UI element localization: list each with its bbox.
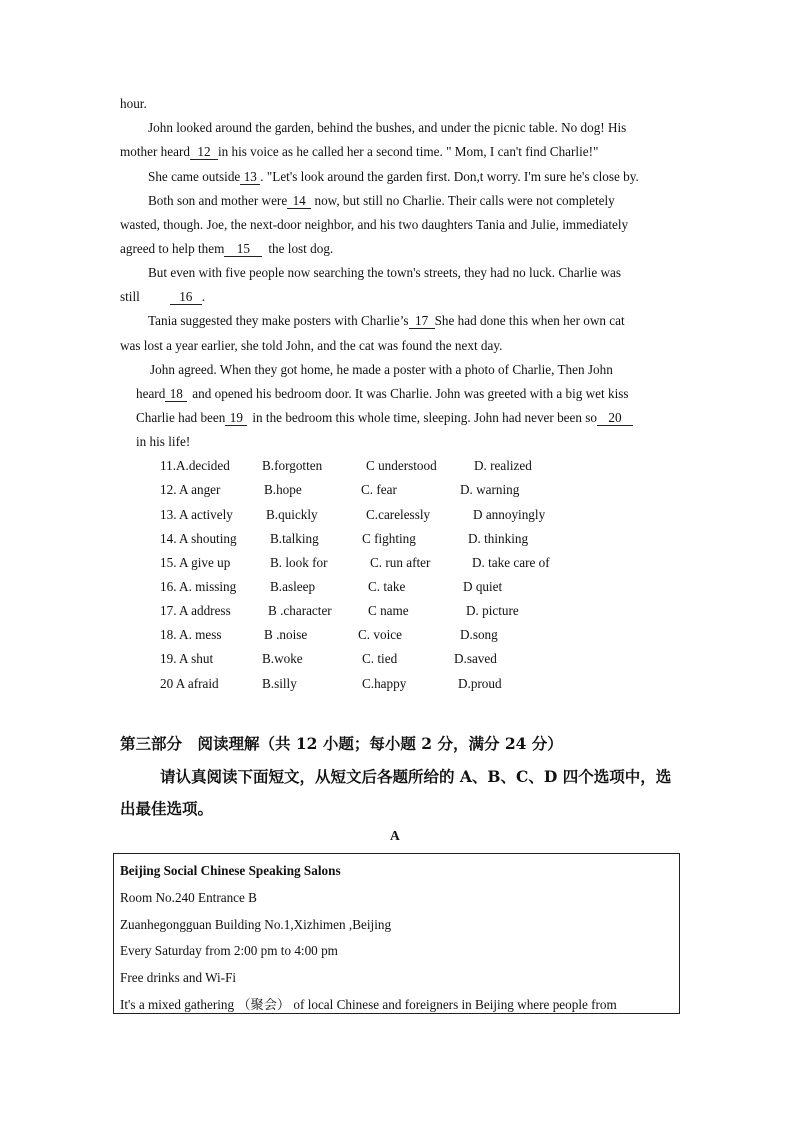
blank-12: 12 [190,145,218,160]
text: in his voice as he called her a second time. " Mom, I can't find Charlie!" [217,144,599,159]
option-d: D. realized [474,458,532,473]
option-c: C. run after [370,555,431,570]
option-c: C. voice [358,627,402,642]
blank-18: 18 [165,387,187,402]
text: Charlie had been [136,410,226,425]
blank-14: 14 [287,194,311,209]
text: agreed to help them [120,241,225,256]
ad-box [113,853,680,1014]
option-a: 17. A address [160,603,231,618]
option-c: C.carelessly [366,507,431,522]
option-d: D annoyingly [473,507,546,522]
option-d: D.song [460,627,498,642]
text: Both son and mother were [148,193,288,208]
blank-15: 15 [224,242,262,257]
passage-line-6: wasted, though. Joe, the next-door neighbor, and his two daughters Tania and Julie, immediately [120,217,629,232]
ad-description: It's a mixed gathering （聚会） of local Chinese and foreigners in Beijing where people from [120,997,617,1012]
option-a: 14. A shouting [160,531,237,546]
text: . "Let's look around the garden first. Don,t worry. I'm sure he's close by. [260,169,639,184]
text: She came outside [148,169,241,184]
option-c: C understood [366,458,437,473]
option-c: C. fear [361,482,397,497]
passage-line-1: hour. [120,96,147,111]
option-b: B. look for [270,555,328,570]
option-d: D quiet [463,579,503,594]
passage-line-2: John looked around the garden, behind the bushes, and under the picnic table. No dog! His [148,120,627,135]
option-d: D. warning [460,482,520,497]
option-d: D. picture [466,603,519,618]
option-c: C name [368,603,409,618]
option-a: 18. A. mess [160,627,222,642]
blank-19: 19 [225,411,247,426]
option-c: C. tied [362,651,398,666]
option-a: 15. A give up [160,555,231,570]
option-a: 12. A anger [160,482,221,497]
passage-line-5 [148,192,615,210]
section-instruction-line-1: 请认真阅读下面短文，从短文后各题所给的 A、B、C、D 四个选项中，选 [160,767,672,786]
text: now, but still no Charlie. Their calls were not completely [311,193,615,208]
passage-line-8: But even with five people now searching the town's streets, they had no luck. Charlie was [148,265,621,280]
text: in the bedroom this whole time, sleeping. John had never been so [252,410,597,425]
option-c: C. take [368,579,406,594]
text: She had done this when her own cat [434,313,625,328]
option-d: D.proud [458,676,502,691]
passage-line-11: was lost a year earlier, she told John, and the cat was found the next day. [120,338,503,353]
passage-line-14 [136,409,633,427]
section-title: 第三部分 阅读理解（共 12 小题；每小题 2 分，满分 24 分） [120,734,563,753]
text: heard [136,386,166,401]
blank-17: 17 [409,314,435,329]
option-a: 13. A actively [160,507,233,522]
ad-amenities: Free drinks and Wi-Fi [120,970,237,985]
option-a: 20 A afraid [160,676,219,691]
passage-line-10 [148,312,625,330]
option-b: B.asleep [270,579,316,594]
ad-time: Every Saturday from 2:00 pm to 4:00 pm [120,943,338,958]
section-instruction-line-2: 出最佳选项。 [120,799,214,818]
passage-line-4 [148,168,639,186]
option-c: C fighting [362,531,416,546]
option-c: C.happy [362,676,407,691]
ad-title: Beijing Social Chinese Speaking Salons [120,863,341,878]
ad-address: Zuanhegongguan Building No.1,Xizhimen ,Beijing [120,917,392,932]
option-a: 19. A shut [160,651,214,666]
passage-line-9 [120,288,205,306]
option-b: B.quickly [266,507,318,522]
blank-16: 16 [170,290,202,305]
option-d: D. thinking [468,531,529,546]
text: and opened his bedroom door. It was Charlie. John was greeted with a big wet kiss [192,386,629,401]
passage-line-12: John agreed. When they got home, he made a poster with a photo of Charlie, Then John [150,362,613,377]
passage-line-15: in his life! [136,434,191,449]
option-d: D.saved [454,651,497,666]
text: . [201,289,206,304]
text: still [120,289,140,304]
blank-20: 20 [597,411,633,426]
option-b: B .noise [264,627,308,642]
option-a: 11.A.decided [160,458,230,473]
blank-13: 13 [240,170,260,185]
passage-line-3 [120,143,598,161]
text: Tania suggested they make posters with Charlie’s [148,313,409,328]
option-b: B.forgotten [262,458,323,473]
passage-label: A [390,828,400,843]
text: the lost dog. [268,241,334,256]
passage-line-7 [120,240,333,258]
option-b: B.woke [262,651,303,666]
ad-room: Room No.240 Entrance B [120,890,257,905]
option-b: B.silly [262,676,297,691]
option-b: B.talking [270,531,319,546]
passage-line-13 [136,385,629,403]
option-d: D. take care of [472,555,550,570]
option-a: 16. A. missing [160,579,237,594]
text: mother heard [120,144,190,159]
option-b: B .character [268,603,332,618]
option-b: B.hope [264,482,302,497]
